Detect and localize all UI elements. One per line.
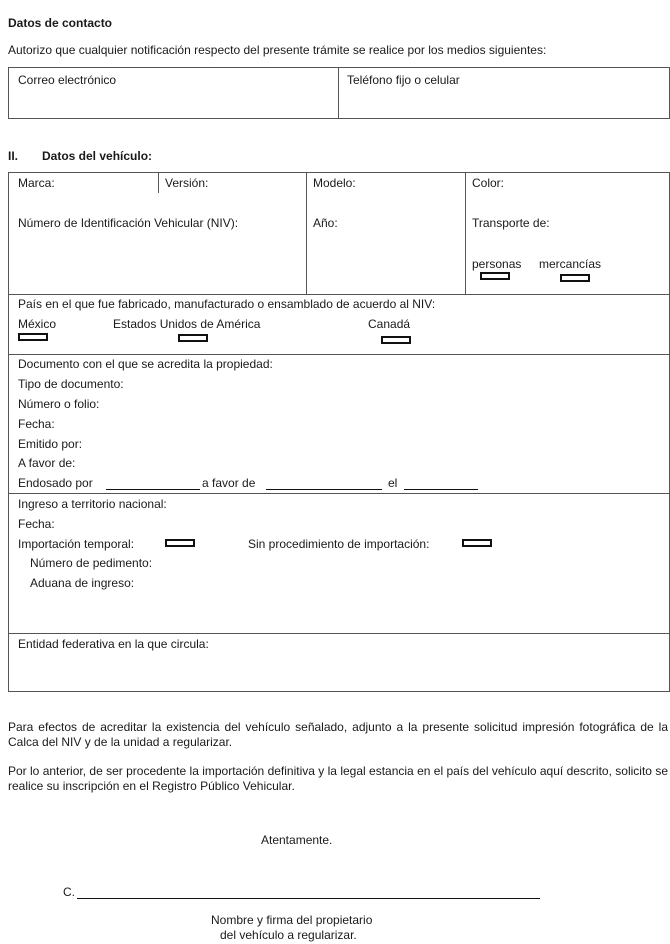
aduana-field[interactable]: Aduana de ingreso: [30,576,135,590]
table-row-divider [8,354,670,355]
eua-label: Estados Unidos de América [113,317,261,331]
vehicle-section-number: II. [8,149,19,163]
signature-caption-line2: del vehículo a regularizar. [220,928,357,942]
fecha-documento-field[interactable]: Fecha: [18,417,55,431]
mercancias-label: mercancías [539,257,602,271]
contact-section-title: Datos de contacto [8,16,113,30]
vehicle-form-table [8,172,670,692]
importacion-temporal-label: Importación temporal: [18,537,135,551]
canada-label: Canadá [368,317,411,331]
sin-procedimiento-checkbox[interactable] [462,539,492,547]
el-label: el [388,476,398,490]
ownership-title: Documento con el que se acredita la propiedad: [18,357,273,371]
table-row-divider [8,633,670,634]
version-field[interactable]: Versión: [165,176,209,190]
mexico-checkbox[interactable] [18,333,48,341]
canada-checkbox[interactable] [381,336,411,344]
email-field[interactable]: Correo electrónico [18,73,117,87]
emitido-por-field[interactable]: Emitido por: [18,437,83,451]
entry-title: Ingreso a territorio nacional: [18,497,167,511]
transporte-label: Transporte de: [472,216,550,230]
atentamente-text: Atentamente. [261,833,333,847]
vehicle-section-title: Datos del vehículo: [42,149,153,163]
a-favor-field[interactable]: A favor de: [18,456,76,470]
entidad-federativa-field[interactable]: Entidad federativa en la que circula: [18,637,209,651]
niv-field[interactable]: Número de Identificación Vehicular (NIV): [18,216,239,230]
eua-checkbox[interactable] [178,334,208,342]
importacion-temporal-checkbox[interactable] [165,539,195,547]
table-row-divider [8,493,670,494]
pais-label: País en el que fue fabricado, manufacturado o ensamblado de acuerdo al NIV: [18,297,436,311]
modelo-field[interactable]: Modelo: [313,176,356,190]
personas-checkbox[interactable] [480,272,510,280]
personas-label: personas [472,257,522,271]
table-divider [306,172,307,294]
c-prefix: C. [63,885,75,899]
signature-caption-line1: Nombre y firma del propietario [211,913,373,927]
closing-paragraph-2: Por lo anterior, de ser procedente la importación definitiva y la legal estancia en el país del vehículo aquí descrito, solicito se realice su inscripción en el Registro Público Vehicular. [8,764,668,793]
tipo-documento-field[interactable]: Tipo de documento: [18,377,124,391]
numero-folio-field[interactable]: Número o folio: [18,397,100,411]
contact-intro: Autorizo que cualquier notificación respecto del presente trámite se realice por los medios siguientes: [8,43,547,57]
mercancias-checkbox[interactable] [560,274,590,282]
table-divider [158,172,159,193]
table-divider [465,172,466,294]
contact-divider [338,67,339,118]
closing-paragraph-1: Para efectos de acreditar la existencia del vehículo señalado, adjunto a la presente solicitud impresión fotográfica de la Calca del NIV y de la unidad a regularizar. [8,720,668,749]
endosado-por-line[interactable] [106,489,200,490]
color-field[interactable]: Color: [472,176,505,190]
anio-field[interactable]: Año: [313,216,338,230]
a-favor-de-label: a favor de [202,476,256,490]
entry-fecha-field[interactable]: Fecha: [18,517,55,531]
a-favor-de-line[interactable] [266,489,382,490]
table-row-divider [8,294,670,295]
signature-line[interactable] [77,898,540,899]
el-date-line[interactable] [404,489,478,490]
phone-field[interactable]: Teléfono fijo o celular [347,73,460,87]
marca-field[interactable]: Marca: [18,176,55,190]
mexico-label: México [18,317,57,331]
pedimento-field[interactable]: Número de pedimento: [30,556,153,570]
endosado-por-label: Endosado por [18,476,93,490]
sin-procedimiento-label: Sin procedimiento de importación: [248,537,430,551]
